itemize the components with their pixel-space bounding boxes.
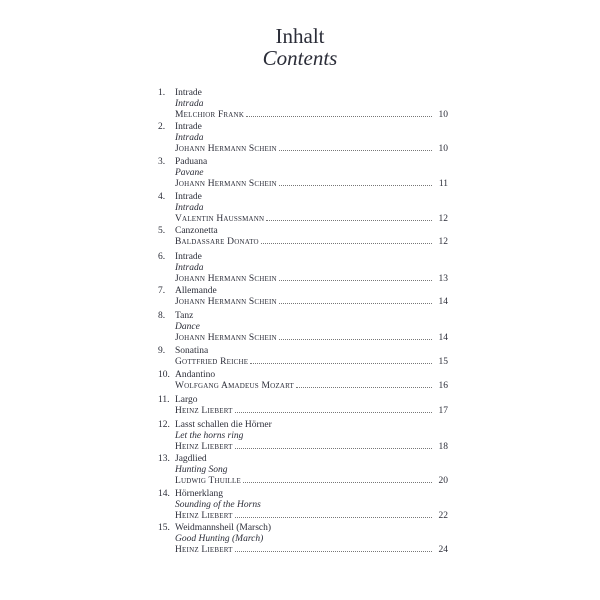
entry-composer: Heinz Liebert [175,545,233,555]
dot-leader [296,387,432,388]
toc-entry [158,420,448,453]
entry-number: 11. [158,395,170,405]
entry-number: 4. [158,192,166,202]
entry-page-number: 11 [438,179,448,189]
toc-entry [158,311,448,344]
entry-title: Tanz [175,311,194,321]
entry-translation: Intrada [175,133,204,143]
dot-leader [243,482,432,483]
dot-leader [279,303,432,304]
entry-translation: Sounding of the Horns [175,500,261,510]
dot-leader [235,517,432,518]
dot-leader [235,448,432,449]
entry-page-number: 14 [438,297,448,307]
entry-number: 5. [158,226,166,236]
dot-leader [279,280,432,281]
entry-translation: Intrada [175,99,204,109]
dot-leader [279,339,432,340]
entry-number: 8. [158,311,166,321]
entry-composer: Heinz Liebert [175,511,233,521]
toc-entry [158,192,448,225]
entry-translation: Pavane [175,168,204,178]
entry-number: 3. [158,157,166,167]
entry-composer: Heinz Liebert [175,442,233,452]
entry-translation: Intrada [175,263,204,273]
toc-entry [158,395,448,417]
entry-page-number: 13 [438,274,448,284]
entry-number: 13. [158,454,170,464]
entry-composer: Wolfgang Amadeus Mozart [175,381,295,391]
entry-page-number: 10 [438,110,448,120]
toc-entry [158,489,448,522]
dot-leader [261,243,432,244]
entry-composer: Gottfried Reiche [175,357,249,367]
entry-number: 6. [158,252,166,262]
entry-number: 14. [158,489,170,499]
dot-leader [279,150,432,151]
entry-number: 12. [158,420,170,430]
entry-page-number: 17 [438,406,448,416]
entry-composer: Johann Hermann Schein [175,297,277,307]
entry-translation: Let the horns ring [175,431,244,441]
entry-translation: Good Hunting (March) [175,534,264,544]
dot-leader [246,116,432,117]
entry-composer: Johann Hermann Schein [175,333,277,343]
entry-composer: Melchior Frank [175,110,245,120]
entry-number: 10. [158,370,170,380]
toc-entry [158,454,448,487]
entry-title: Andantino [175,370,216,380]
entry-translation: Intrada [175,203,204,213]
entry-page-number: 14 [438,333,448,343]
toc-entry [158,252,448,285]
entry-composer: Johann Hermann Schein [175,179,277,189]
entry-title: Intrade [175,192,202,202]
toc-entry [158,157,448,190]
entry-number: 7. [158,286,166,296]
entry-page-number: 20 [438,476,448,486]
dot-leader [279,185,432,186]
entry-title: Paduana [175,157,208,167]
entry-title: Largo [175,395,198,405]
entry-page-number: 22 [438,511,448,521]
entry-composer: Ludwig Thuille [175,476,241,486]
toc-entry [158,523,448,556]
page-title: Inhalt [275,24,325,48]
entry-title: Intrade [175,252,202,262]
entry-composer: Heinz Liebert [175,406,233,416]
toc-entry [158,370,448,392]
entry-number: 1. [158,88,166,98]
entry-composer: Johann Hermann Schein [175,144,277,154]
entry-number: 15. [158,523,170,533]
dot-leader [235,412,432,413]
entry-translation: Dance [175,322,200,332]
entry-title: Allemande [175,286,217,296]
dot-leader [266,220,432,221]
entry-title: Sonatina [175,346,209,356]
entry-page-number: 12 [438,237,448,247]
entry-number: 9. [158,346,166,356]
entry-title: Hörnerklang [175,489,224,499]
entry-page-number: 24 [438,545,448,555]
entry-page-number: 18 [438,442,448,452]
entry-title: Intrade [175,88,202,98]
entry-page-number: 15 [438,357,448,367]
toc-entry [158,122,448,155]
entry-composer: Baldassare Donato [175,237,259,247]
entry-title: Jagdlied [175,454,207,464]
entry-title: Canzonetta [175,226,218,236]
dot-leader [235,551,432,552]
entry-page-number: 10 [438,144,448,154]
entry-page-number: 12 [438,214,448,224]
entry-title: Weidmannsheil (Marsch) [175,523,272,533]
toc-entry [158,286,448,308]
entry-title: Lasst schallen die Hörner [175,420,272,430]
entry-composer: Valentin Haussmann [175,214,265,224]
toc-entry [158,346,448,368]
toc-entry [158,88,448,121]
page-subtitle: Contents [262,46,338,70]
toc-entry [158,226,448,248]
entry-title: Intrade [175,122,202,132]
entry-number: 2. [158,122,166,132]
entry-translation: Hunting Song [175,465,228,475]
entry-page-number: 16 [438,381,448,391]
entry-composer: Johann Hermann Schein [175,274,277,284]
dot-leader [250,363,432,364]
